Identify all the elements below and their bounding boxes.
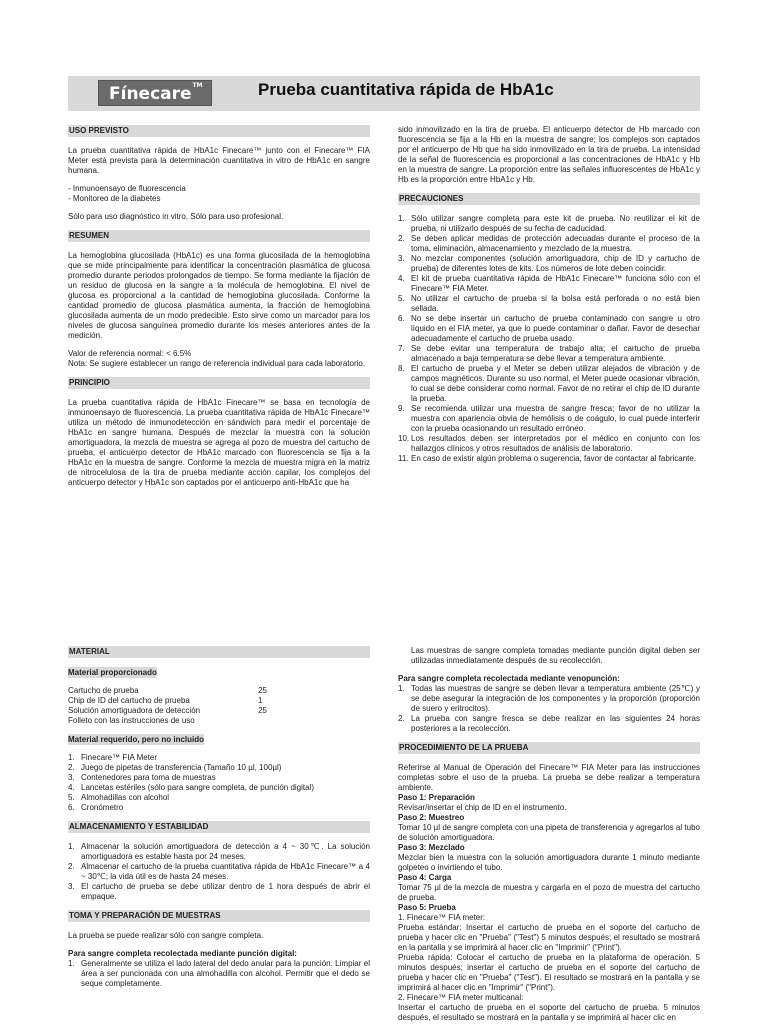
paso-4-title: Paso 4: Carga bbox=[398, 873, 452, 882]
list-item: 8. El cartucho de prueba y el Meter se deben utilizar alejados de vibración y de campos magnéticos. Durante su uso normal, el Meter puede ocasionar vibración, lo cual se debe considerar como normal. Favor de no retirar el chip de ID durante la prueba. bbox=[398, 364, 700, 403]
venopuncion-list bbox=[398, 684, 700, 734]
section-heading-resumen: RESUMEN bbox=[68, 230, 370, 242]
paso-4-text: Tomar 75 µl de la mezcla de muestra y cargarla en el pozo de muestra del cartucho de prueba. bbox=[398, 883, 700, 902]
list-item: 2. La prueba con sangre fresca se debe realizar en las siguientes 24 horas posteriores a la recolección. bbox=[398, 714, 700, 733]
subheading-material-requerido: Material requerido, pero no incluido bbox=[68, 735, 205, 744]
list-item: 2. Juego de pipetas de transferencia (Tamaño 10 µl, 100µl) bbox=[68, 763, 282, 772]
punción-digital-list bbox=[68, 959, 370, 989]
punción-digital-cont: Las muestras de sangre completa tomadas mediante punción digital deben ser utilizadas inmediatamente después de su recolección. bbox=[411, 646, 700, 665]
uso-bullet-1: - Inmunoensayo de fluorescencia bbox=[68, 184, 186, 193]
table-row: Solución amortiguadora de detección 25 bbox=[68, 706, 267, 715]
resumen-text: La hemoglobina glucosilada (HbA1c) es una forma glucosilada de la hemoglobina que se mide principalmente para identificar la concentración plasmática de glucosa promedio durante periodos prolongados de tiempo. Se forma mediante la fijación de un residuo de glucosa en la sangre a la molécula de hemoglobina. El nivel de glucosa es proporcional a la cantidad de hemoglobina glucosilada. Conforme la cantidad promedio de glucosa plasmática aumenta, la fracción de hemoglobina glucosilada aumenta de un modo predecible. Esto sirve como un marcador para los niveles de glucosa sanguínea promedio durante los meses anteriores antes de la medición. bbox=[68, 251, 370, 340]
left-column-top bbox=[68, 125, 370, 496]
list-item: 1. Finecare™ FIA Meter bbox=[68, 753, 158, 762]
almacenamiento-list bbox=[68, 842, 370, 902]
list-item: 4. Lancetas estériles (sólo para sangre completa, de punción digital) bbox=[68, 783, 315, 792]
list-item: 1. Sólo utilizar sangre completa para este kit de prueba. No reutilizar el kit de prueba, ni utilizarlo después de su fecha de caducidad. bbox=[398, 214, 700, 233]
paso-2-title: Paso 2: Muestreo bbox=[398, 813, 465, 822]
right-column-top bbox=[398, 125, 700, 472]
procedimiento-intro: Referirse al Manual de Operación del Finecare™ FIA Meter para las instrucciones completas sobre el uso de la prueba. La prueba se debe realizar a temperatura ambiente. bbox=[398, 763, 700, 792]
paso-1-title: Paso 1: Preparación bbox=[398, 793, 475, 802]
list-item: 10. Los resultados deben ser interpretados por el médico en conjunto con los hallazgos clínicos y otros resultados de análisis de laboratorio. bbox=[398, 434, 700, 453]
list-item: 1. Almacenar la solución amortiguadora de detección a 4 ~ 30℃. La solución amortiguadora es estable hasta por 24 meses. bbox=[68, 842, 370, 861]
list-item: 3. El cartucho de prueba se debe utilizar dentro de 1 hora después de abrir el empaque. bbox=[68, 882, 370, 901]
logo-text: Fínecare bbox=[109, 84, 192, 104]
list-item: 2. Almacenar el cartucho de la prueba cuantitativa rápida de HbA1c Finecare™ a 4 ~ 30℃; la vida útil es de hasta 24 meses. bbox=[68, 862, 370, 881]
paso-1-text: Revisar/insertar el chip de ID en el instrumento. bbox=[398, 803, 567, 812]
list-item: 11. En caso de existir algún problema o sugerencia, favor de contactar al fabricante. bbox=[398, 454, 697, 463]
paso-3-title: Paso 3: Mezclado bbox=[398, 843, 465, 852]
paso-5-estandar: Prueba estándar: Insertar el cartucho de prueba en el soporte del cartucho de prueba y hacer clic en "Prueba" ("Test") 5 minutos después; el resultado se mostrará en la pantalla y se imprimirá al hacer clic en "Imprimir" ("Print"). bbox=[398, 923, 700, 952]
list-item: 2. Se deben aplicar medidas de protección adecuadas durante el proceso de la toma, eliminación, almacenamiento y mezclado de la muestra. bbox=[398, 234, 700, 253]
paso-5-multicanal: 2. Finecare™ FIA meter multicanal: bbox=[398, 993, 524, 1002]
toma-text: La prueba se puede realizar sólo con sangre completa. bbox=[68, 931, 264, 940]
principio-text-cont: sido inmovilizado en la tira de prueba. El anticuerpo detector de Hb marcado con fluorescencia se fija a la Hb en la muestra de sangre; los complejos son captados por el anticuerpo de Hb que ha sido inmovilizado en la tira de prueba. La intensidad de la señal de fluorescencia es proporcional a las concentraciones de HbA1c y Hb en la muestra de sangre. La proporción entre las señales influorescentes de HbA1c y Hb es la proporción entre HbA1c y Hb. bbox=[398, 125, 700, 184]
list-item: 6. Cronómetro bbox=[68, 803, 124, 812]
list-item: 3. No mezclar componentes (solución amortiguadora, chip de ID y cartucho de prueba) de diferentes lotes de kits. Los números de lote deben coincidir. bbox=[398, 254, 700, 273]
section-heading-material: MATERIAL bbox=[68, 646, 370, 658]
list-item: 1. Generalmente se utiliza el lado lateral del dedo anular para la punción. Limpiar el área a ser puncionada con una almohadilla con alcohol. Permitir que el dedo se seque completamente. bbox=[68, 959, 370, 988]
logo-tm: TM bbox=[192, 82, 203, 89]
material-table bbox=[68, 686, 267, 726]
subheading-punción-digital: Para sangre completa recolectada mediante punción digital: bbox=[68, 949, 297, 958]
right-column-bottom bbox=[398, 646, 700, 1023]
section-heading-toma: TOMA Y PREPARACIÓN DE MUESTRAS bbox=[68, 910, 370, 922]
paso-5-meter: 1. Finecare™ FIA meter: bbox=[398, 913, 486, 922]
subheading-material-proporcionado: Material proporcionado bbox=[68, 668, 157, 677]
table-row: Chip de ID del cartucho de prueba 1 bbox=[68, 696, 263, 705]
list-item: 5. Almohadillas con alcohol bbox=[68, 793, 170, 802]
list-item: 3. Contenedores para toma de muestras bbox=[68, 773, 216, 782]
paso-5-title: Paso 5: Prueba bbox=[398, 903, 456, 912]
material-requerido-list bbox=[68, 753, 370, 813]
list-item: 7. Se debe evitar una temperatura de trabajo alta; el cartucho de prueba almacenado a baja temperatura se debe llevar a temperatura ambiente. bbox=[398, 344, 700, 363]
page-title: Prueba cuantitativa rápida de HbA1c bbox=[258, 80, 554, 99]
list-item: 9. Se recomienda utilizar una muestra de sangre fresca; favor de no utilizar la muestra con apariencia obvia de hemólisis o de coágulo, lo cual puede interferir con la prueba ocasionando un resultado erróneo. bbox=[398, 404, 700, 433]
valor-referencia: Valor de referencia normal: < 6.5% bbox=[68, 349, 192, 358]
list-item: 5. No utilizar el cartucho de prueba si la bolsa está perforada o no está bien sellada. bbox=[398, 294, 700, 313]
table-row: Cartucho de prueba 25 bbox=[68, 686, 267, 695]
finecare-logo bbox=[98, 80, 212, 106]
subheading-venopuncion: Para sangre completa recolectada mediante venopunción: bbox=[398, 674, 620, 683]
uso-diagnostico: Sólo para uso diagnóstico in vitro. Sólo para uso profesional. bbox=[68, 212, 284, 221]
section-heading-precauciones: PRECAUCIONES bbox=[398, 193, 700, 205]
uso-previsto-text: La prueba cuantitativa rápida de HbA1c Finecare™ junto con el Finecare™ FIA Meter está prevista para la determinación cuantitativa in vitro de HbA1c en sangre humana. bbox=[68, 146, 370, 175]
paso-2-text: Tomar 10 µl de sangre completa con una pipeta de transferencia y agregarlos al tubo de solución amortiguadora. bbox=[398, 823, 700, 842]
left-column-bottom bbox=[68, 646, 370, 997]
paso-5-rapida: Prueba rápida: Colocar el cartucho de prueba en la plataforma de operación. 5 minutos después; insertar el cartucho de prueba en el soporte del cartucho de prueba y hacer clic en "Prueba" ("Test"). El resultado se mostrará en la pantalla y se imprimirá al hacer clic en "Imprimir" ("Print"). bbox=[398, 953, 700, 992]
section-heading-almacenamiento: ALMACENAMIENTO Y ESTABILIDAD bbox=[68, 821, 370, 833]
table-row: Folleto con las instrucciones de uso bbox=[68, 716, 195, 725]
precauciones-list bbox=[398, 214, 700, 464]
uso-bullet-2: - Monitoreo de la diabetes bbox=[68, 194, 161, 203]
list-item: 4. El kit de prueba cuantitativa rápida de HbA1c Finecare™ funciona sólo con el Finecare™ FIA Meter. bbox=[398, 274, 700, 293]
principio-text: La prueba cuantitativa rápida de HbA1c Finecare™ se basa en tecnología de inmunoensayo de fluorescencia. La prueba cuantitativa rápida de HbA1c Finecare™ utiliza un método de inmunodetección en sándwich para medir el porcentaje de HbA1c en sangre humana. Después de mezclar la muestra con la solución amortiguadora, la mezcla de muestra se agrega al pozo de muestra del cartucho de prueba, el anticuerpo detector de HbA1c marcado con fluorescencia se fija a la HbA1c en la muestra de sangre. Conforme la mezcla de muestra migra en la matriz de nitrocelulosa de la tira de prueba mediante acción capilar, los complejos del anticuerpo detector y HbA1c son captados por el anticuerpo anti-HbA1c que ha bbox=[68, 398, 370, 487]
paso-5-multicanal-text: Insertar el cartucho de prueba en el soporte del cartucho de prueba. 5 minutos después, el resultado se mostrará en la pantalla y se imprimirá al hacer clic en bbox=[398, 1003, 700, 1022]
nota-referencia: Nota: Se sugiere establecer un rango de referencia individual para cada laboratorio. bbox=[68, 359, 366, 368]
section-heading-principio: PRINCIPIO bbox=[68, 377, 370, 389]
list-item: 1. Todas las muestras de sangre se deben llevar a temperatura ambiente (25℃) y se debe asegurar la integración de los componentes y la proporción (proporción de suero y eritrocitos). bbox=[398, 684, 700, 713]
list-item: 6. No se debe insertar un cartucho de prueba contaminado con sangre u otro líquido en el FIA meter, ya que lo puede contaminar o dañar. Favor de desechar adecuadamente el cartucho de prueba usado. bbox=[398, 314, 700, 343]
procedimiento-body bbox=[398, 763, 700, 1023]
section-heading-procedimiento: PROCEDIMIENTO DE LA PRUEBA bbox=[398, 742, 700, 754]
paso-3-text: Mezclar bien la muestra con la solución amortiguadora durante 1 minuto mediante golpeteo o invirtiendo el tubo. bbox=[398, 853, 700, 872]
section-heading-uso-previsto: USO PREVISTO bbox=[68, 125, 370, 137]
